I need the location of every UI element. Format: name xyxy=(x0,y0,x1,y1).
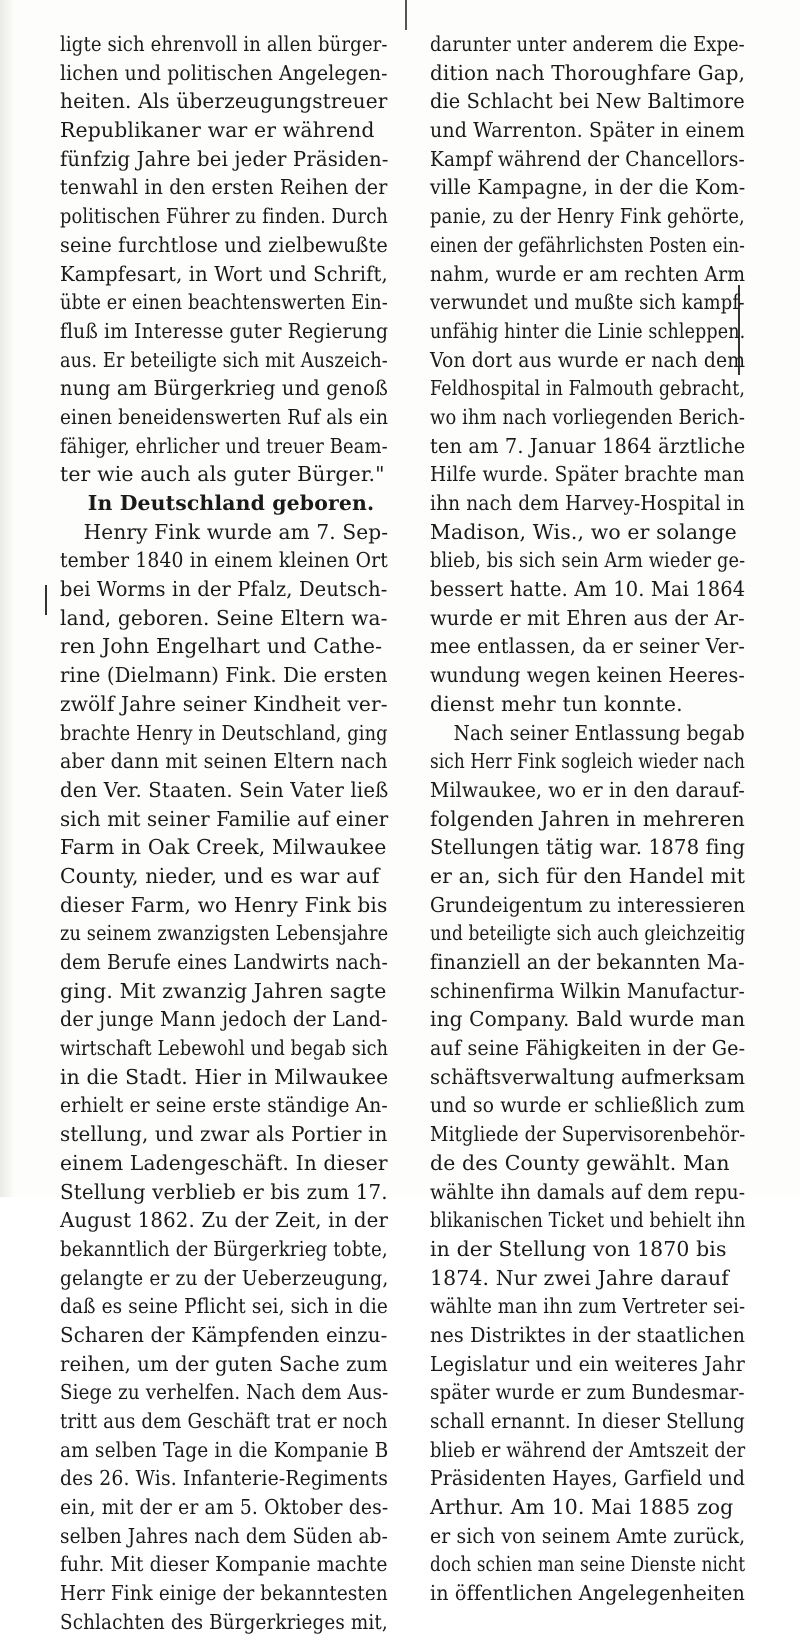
text-line: wundung wegen keinen Heeres- xyxy=(430,663,745,688)
text-line: sich Herr Fink sogleich wieder nach xyxy=(430,749,746,774)
section-heading: In Deutschland geboren. xyxy=(87,491,375,515)
text-line: in der Stellung von 1870 bis xyxy=(430,1236,727,1261)
text-line: selben Jahres nach dem Süden ab- xyxy=(60,1523,388,1548)
text-line: tenwahl in den ersten Reihen der xyxy=(60,175,388,200)
text-line: ing Company. Bald wurde man xyxy=(430,1007,746,1032)
text-line: fluß im Interesse guter Regierung xyxy=(60,318,389,343)
text-line: fünfzig Jahre bei jeder Präsiden- xyxy=(60,146,389,171)
text-line: finanziell an der bekannten Ma- xyxy=(430,950,745,974)
text-line: panie, zu der Henry Fink gehörte, xyxy=(430,204,745,229)
text-line: Kampf während der Chancellors- xyxy=(430,146,745,171)
text-line: Legislatur und ein weiteres Jahr xyxy=(430,1351,745,1376)
text-line: aus. Er beteiligte sich mit Auszeich- xyxy=(60,347,388,372)
text-line: unfähig hinter die Linie schleppen. xyxy=(430,318,746,343)
text-line: stellung, und zwar als Portier in xyxy=(60,1122,388,1147)
text-line: ein, mit der er am 5. Oktober des- xyxy=(60,1495,389,1520)
scan-edge-shadow xyxy=(0,0,14,1197)
text-line: blieb, bis sich sein Arm wieder ge- xyxy=(430,548,746,573)
text-line: Milwaukee, wo er in den darauf- xyxy=(430,777,745,802)
text-line: bekanntlich der Bürgerkrieg tobte, xyxy=(60,1236,388,1261)
text-line: rine (Dielmann) Fink. Die ersten xyxy=(60,663,388,688)
text-line: dition nach Thoroughfare Gap, xyxy=(430,60,746,85)
text-line: politischen Führer zu finden. Durch xyxy=(60,204,388,229)
text-line: fähiger, ehrlicher und treuer Beam- xyxy=(60,433,388,458)
text-line: seine furchtlose und zielbewußte xyxy=(60,232,388,257)
text-line: schäftsverwaltung aufmerksam xyxy=(430,1064,746,1089)
text-line: Schlachten des Bürgerkrieges mit, xyxy=(60,1609,388,1634)
text-line: mee entlassen, da er seiner Ver- xyxy=(430,634,745,659)
text-line: Scharen der Kämpfenden einzu- xyxy=(60,1322,388,1347)
text-line: ihn nach dem Harvey-Hospital in xyxy=(430,491,745,515)
text-line: doch schien man seine Dienste nicht xyxy=(430,1552,746,1577)
text-line: dieser Farm, wo Henry Fink bis xyxy=(60,892,388,917)
text-line: dienst mehr tun konnte. xyxy=(430,691,683,716)
text-line: August 1862. Zu der Zeit, in der xyxy=(60,1208,389,1233)
text-line: erhielt er seine erste ständige An- xyxy=(60,1093,388,1118)
text-line: auf seine Fähigkeiten in der Ge- xyxy=(430,1036,746,1061)
text-line: lichen und politischen Angelegen- xyxy=(60,60,388,85)
text-line: die Schlacht bei New Baltimore xyxy=(430,89,745,114)
text-line: dem Berufe eines Landwirts nach- xyxy=(60,950,388,974)
text-line: 1874. Nur zwei Jahre darauf xyxy=(430,1265,729,1290)
text-line: in die Stadt. Hier in Milwaukee xyxy=(60,1064,389,1089)
text-line: ville Kampagne, in der die Kom- xyxy=(430,175,746,200)
text-line: Farm in Oak Creek, Milwaukee xyxy=(60,835,387,860)
text-line: Kampfesart, in Wort und Schrift, xyxy=(60,261,388,286)
text-line: und Warrenton. Später in einem xyxy=(430,118,745,143)
text-line: Präsidenten Hayes, Garfield und xyxy=(430,1466,746,1491)
text-line: nes Distriktes in der staatlichen xyxy=(430,1322,746,1347)
text-line: Herr Fink einige der bekanntesten xyxy=(60,1581,388,1606)
text-line: heiten. Als überzeugungstreuer xyxy=(60,89,388,114)
text-line: aber dann mit seinen Eltern nach xyxy=(60,749,388,774)
text-line: zwölf Jahre seiner Kindheit ver- xyxy=(60,691,388,716)
text-line: tember 1840 in einem kleinen Ort xyxy=(60,548,388,573)
text-line: des 26. Wis. Infanterie-Regiments xyxy=(60,1466,389,1491)
text-line: nahm, wurde er am rechten Arm xyxy=(430,261,746,286)
text-line: Stellungen tätig war. 1878 fing xyxy=(430,835,746,860)
text-line: in öffentlichen Angelegenheiten xyxy=(430,1581,745,1606)
text-line: Feldhospital in Falmouth gebracht, xyxy=(430,376,746,401)
text-line: Mitgliede der Supervisorenbehör- xyxy=(430,1122,746,1147)
paragraph-start-line: Nach seiner Entlassung begab xyxy=(453,720,745,745)
text-line: der junge Mann jedoch der Land- xyxy=(60,1007,388,1032)
text-line: ligte sich ehrenvoll in allen bürger- xyxy=(60,32,388,56)
text-line: und beteiligte sich auch gleichzeitig xyxy=(430,921,746,946)
text-line: zu seinem zwanzigsten Lebensjahre xyxy=(60,921,389,946)
text-line: County, nieder, und es war auf xyxy=(60,863,380,888)
text-line: Von dort aus wurde er nach dem xyxy=(430,347,746,372)
text-line: Henry Fink wurde am 7. Sep- xyxy=(83,519,389,544)
text-line: blieb er während der Amtszeit der xyxy=(430,1437,746,1462)
text-line: am selben Tage in die Kompanie B xyxy=(60,1437,389,1462)
text-line: folgenden Jahren in mehreren xyxy=(430,806,745,831)
text-line: wählte man ihn zum Vertreter sei- xyxy=(430,1294,746,1319)
text-line: blikanischen Ticket und behielt ihn xyxy=(430,1208,746,1233)
text-line: er an, sich für den Handel mit xyxy=(430,863,746,888)
text-line: Siege zu verhelfen. Nach dem Aus- xyxy=(60,1380,389,1405)
text-line: nung am Bürgerkrieg und genoß xyxy=(60,376,388,401)
text-line: Arthur. Am 10. Mai 1885 zog xyxy=(430,1495,734,1520)
left-column xyxy=(60,30,388,1637)
text-line: schinenfirma Wilkin Manufactur- xyxy=(430,978,745,1003)
text-line: ging. Mit zwanzig Jahren sagte xyxy=(60,978,387,1003)
text-line: und so wurde er schließlich zum xyxy=(430,1093,746,1118)
text-line: reihen, um der guten Sache zum xyxy=(60,1351,388,1376)
text-line: wurde er mit Ehren aus der Ar- xyxy=(430,605,745,630)
text-line: verwundet und mußte sich kampf- xyxy=(430,290,745,315)
text-line: Hilfe wurde. Später brachte man xyxy=(430,462,745,487)
text-line: den Ver. Staaten. Sein Vater ließ xyxy=(60,777,389,802)
text-line: bessert hatte. Am 10. Mai 1864 xyxy=(430,577,746,602)
text-line: darunter unter anderem die Expe- xyxy=(430,32,745,56)
text-line: ter wie auch als guter Bürger." xyxy=(60,462,385,487)
text-line: er sich von seinem Amte zurück, xyxy=(430,1523,746,1548)
text-line: Stellung verblieb er bis zum 17. xyxy=(60,1179,388,1204)
text-line: Grundeigentum zu interessieren xyxy=(430,892,746,917)
text-line: fuhr. Mit dieser Kompanie machte xyxy=(60,1552,388,1577)
text-line: übte er einen beachtenswerten Ein- xyxy=(60,290,388,315)
text-line: ten am 7. Januar 1864 ärztliche xyxy=(430,433,746,458)
text-line: ren John Engelhart und Cathe- xyxy=(60,634,383,659)
text-line: Madison, Wis., wo er solange xyxy=(430,519,737,544)
text-line: land, geboren. Seine Eltern wa- xyxy=(60,605,388,630)
text-line: daß es seine Pflicht sei, sich in die xyxy=(60,1294,388,1319)
column-divider-mark xyxy=(405,0,407,30)
text-line: wirtschaft Lebewohl und begab sich xyxy=(60,1036,389,1061)
text-line: gelangte er zu der Ueberzeugung, xyxy=(60,1265,389,1290)
text-line: brachte Henry in Deutschland, ging xyxy=(60,720,388,745)
text-line: wo ihm nach vorliegenden Berich- xyxy=(430,404,746,429)
text-line: einem Ladengeschäft. In dieser xyxy=(60,1150,388,1175)
text-line: de des County gewählt. Man xyxy=(430,1150,730,1175)
margin-mark-left xyxy=(45,585,47,615)
text-line: sich mit seiner Familie auf einer xyxy=(60,806,389,831)
text-line: tritt aus dem Geschäft trat er noch xyxy=(60,1409,388,1433)
right-column xyxy=(430,30,745,1608)
text-line: einen der gefährlichsten Posten ein- xyxy=(430,232,745,257)
text-line: wählte ihn damals auf dem repu- xyxy=(430,1179,746,1204)
text-line: schall ernannt. In dieser Stellung xyxy=(430,1409,745,1433)
text-line: Republikaner war er während xyxy=(60,118,375,143)
text-line: bei Worms in der Pfalz, Deutsch- xyxy=(60,577,388,602)
text-line: einen beneidenswerten Ruf als ein xyxy=(60,404,389,429)
text-line: später wurde er zum Bundesmar- xyxy=(430,1380,745,1405)
